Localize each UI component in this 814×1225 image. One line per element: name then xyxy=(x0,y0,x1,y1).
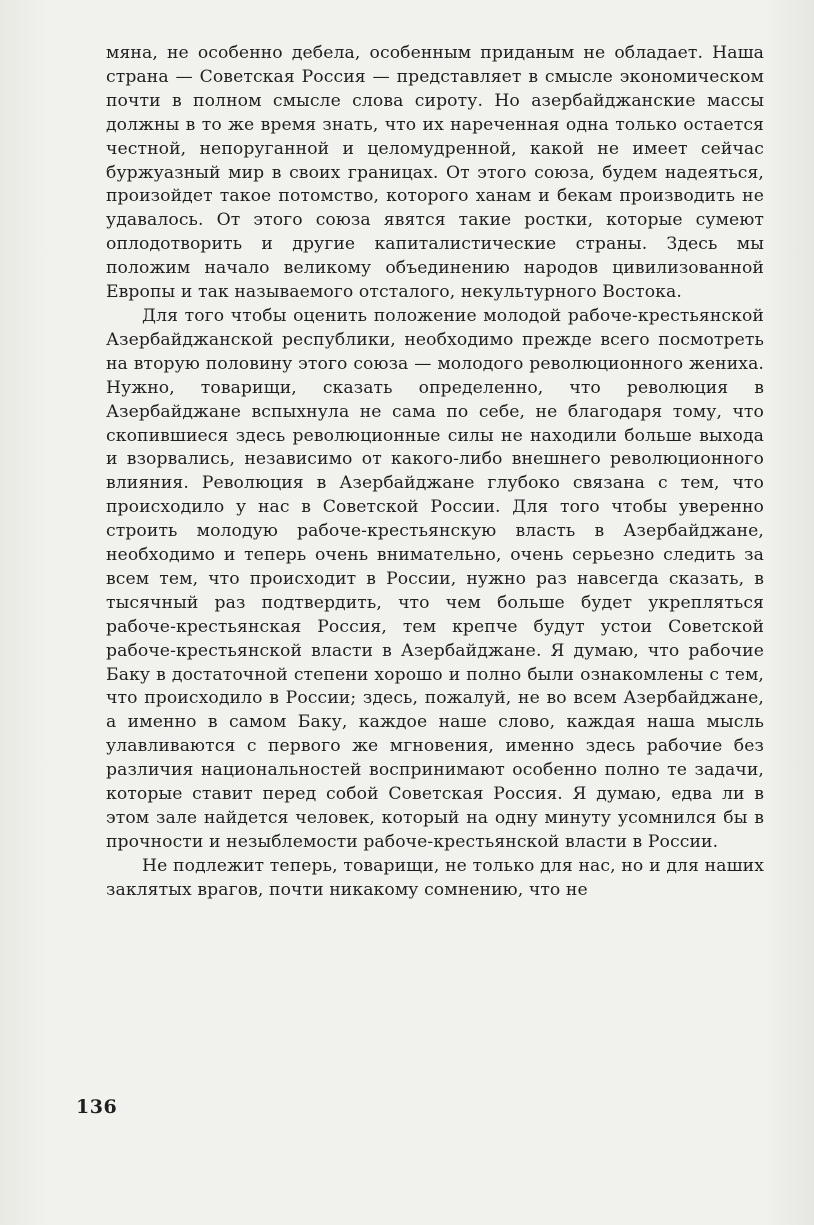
body-text xyxy=(106,42,764,903)
paragraph-1: мяна, не особенно дебела, особенным приданым не обладает. Наша страна — Советская Россия — представляет в смысле экономическом почти в полном смысле слова сироту. Но азербайджанские массы должны в то же время знать, что их нареченная одна только остается честной, непоруганной и целомудренной, какой не имеет сейчас буржуазный мир в своих границах. От этого союза, будем надеяться, произойдет такое потомство, которого ханам и бекам производить не удавалось. От этого союза явятся такие ростки, которые сумеют оплодотворить и другие капиталистические страны. Здесь мы положим начало великому объединению народов цивилизованной Европы и так называемого отсталого, некультурного Востока. xyxy=(106,43,764,303)
page-number: 136 xyxy=(76,1096,118,1118)
paragraph-2: Для того чтобы оценить положение молодой рабоче-крестьянской Азербайджанской республики, необходимо прежде всего посмотреть на вторую половину этого союза — молодого революционного жениха. Нужно, товарищи, сказать определенно, что революция в Азербайджане вспыхнула не сама по себе, не благодаря тому, что скопившиеся здесь революционные силы не находили больше выхода и взорвались, независимо от какого-либо внешнего революционного влияния. Революция в Азербайджане глубоко связана с тем, что происходило у нас в Советской России. Для того чтобы уверенно строить молодую рабоче-крестьянскую власть в Азербайджане, необходимо и теперь очень внимательно, очень серьезно следить за всем тем, что происходит в России, нужно раз навсегда сказать, в тысячный раз подтвердить, что чем больше будет укрепляться рабоче-крестьянская Россия, тем крепче будут устои Советской рабоче-крестьянской власти в Азербайджане. Я думаю, что рабочие Баку в достаточной степени хорошо и полно были ознакомлены с тем, что происходило в России; здесь, пожалуй, не во всем Азербайджане, а именно в самом Баку, каждое наше слово, каждая наша мысль улавливаются с первого же мгновения, именно здесь рабочие без различия национальностей воспринимают особенно полно те задачи, которые ставит перед собой Советская Россия. Я думаю, едва ли в этом зале найдется человек, который на одну минуту усомнился бы в прочности и незыблемости рабоче-крестьянской власти в России. xyxy=(106,305,764,852)
paragraph-3: Не подлежит теперь, товарищи, не только для нас, но и для наших заклятых врагов, почти никакому сомнению, что не xyxy=(106,855,764,900)
